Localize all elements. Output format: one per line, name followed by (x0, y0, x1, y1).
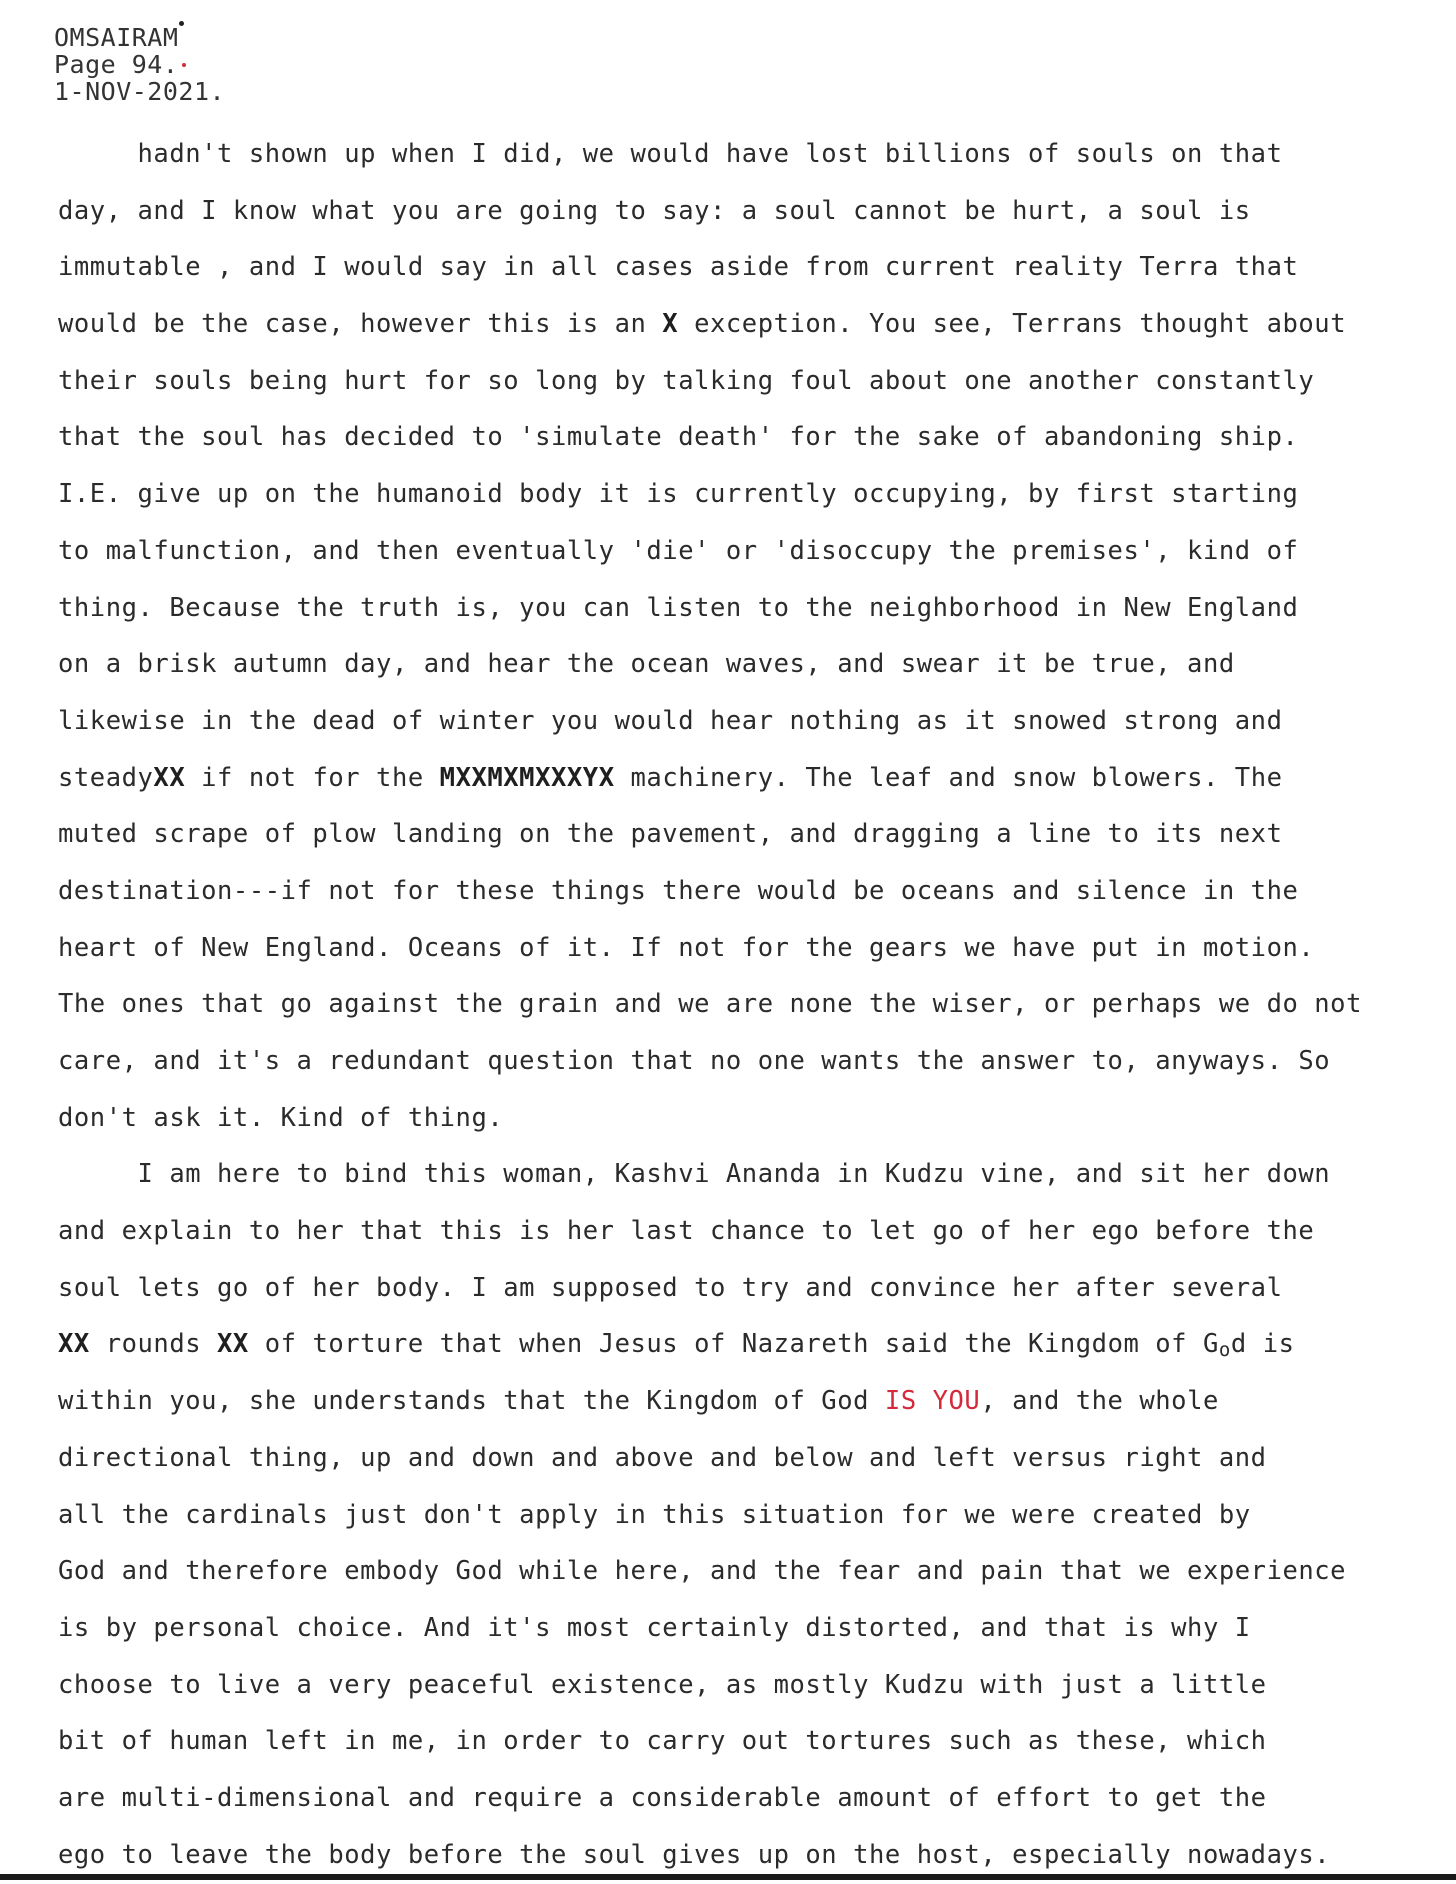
header-title: OMSAIRAM (54, 23, 179, 52)
text-line: all the cardinals just don't apply in this situation for we were created by (58, 1499, 1251, 1530)
page-bottom-edge (0, 1874, 1456, 1880)
red-ink-dot-mark (182, 63, 186, 67)
text-line: directional thing, up and down and above and below and left versus right and (58, 1442, 1267, 1473)
page-header (54, 24, 225, 105)
red-emphasis-text: IS YOU (884, 1386, 981, 1417)
text-line: The ones that go against the grain and we are none the wiser, or perhaps we do not (58, 989, 1362, 1020)
typed-body (58, 126, 1438, 1883)
text-segment: exception. You see, Terrans thought about (678, 309, 1347, 340)
text-line (58, 750, 1438, 807)
text-segment: of torture that when Jesus of Nazareth said the Kingdom of G (248, 1329, 1219, 1360)
text-line: God and therefore embody God while here, and the fear and pain that we experience (58, 1556, 1347, 1587)
text-segment: o (1218, 1339, 1231, 1362)
text-line: their souls being hurt for so long by talking foul about one another constantly (58, 365, 1315, 396)
strikeover-mark: XX (217, 1329, 249, 1360)
text-segment: if not for the (185, 762, 440, 793)
text-line (58, 1373, 1438, 1430)
header-title-line (54, 24, 225, 51)
text-line: likewise in the dead of winter you would hear nothing as it snowed strong and (58, 705, 1283, 736)
strikeover-mark: MXXMXMXXXYX (439, 762, 615, 793)
header-page-number: Page 94. (54, 50, 179, 79)
text-line: to malfunction, and then eventually 'die' or 'disoccupy the premises', kind of (58, 535, 1299, 566)
text-segment: would be the case, however this is an (58, 309, 663, 340)
text-line: thing. Because the truth is, you can listen to the neighborhood in New England (58, 592, 1299, 623)
text-segment: within you, she understands that the Kingdom of God (58, 1386, 885, 1417)
text-segment: machinery. The leaf and snow blowers. The (614, 762, 1283, 793)
header-date: 1-NOV-2021. (54, 77, 226, 106)
text-line: are multi-dimensional and require a considerable amount of effort to get the (58, 1782, 1267, 1813)
text-line: I.E. give up on the humanoid body it is currently occupying, by first starting (58, 479, 1299, 510)
text-line: choose to live a very peaceful existence, as mostly Kudzu with just a little (58, 1669, 1267, 1700)
text-line: muted scrape of plow landing on the pavement, and dragging a line to its next (58, 819, 1283, 850)
text-line: and explain to her that this is her last chance to let go of her ego before the (58, 1216, 1315, 1247)
text-line: soul lets go of her body. I am supposed to try and convince her after several (58, 1272, 1283, 1303)
text-line: hadn't shown up when I did, we would have lost billions of souls on that (58, 139, 1283, 169)
strikeover-mark: X (662, 309, 679, 340)
text-line: bit of human left in me, in order to carry out tortures such as these, which (58, 1726, 1267, 1757)
text-segment: rounds (89, 1329, 218, 1360)
text-line: is by personal choice. And it's most certainly distorted, and that is why I (58, 1612, 1251, 1643)
text-line (58, 1316, 1438, 1373)
strikeover-mark: XX (153, 762, 186, 793)
text-line: don't ask it. Kind of thing. (58, 1102, 504, 1133)
ink-dot-mark (179, 21, 184, 26)
text-line: I am here to bind this woman, Kashvi Ananda in Kudzu vine, and sit her down (58, 1159, 1331, 1190)
text-line: day, and I know what you are going to say: a soul cannot be hurt, a soul is (58, 195, 1251, 226)
text-segment: steady (58, 762, 154, 793)
strikeover-mark: XX (58, 1329, 90, 1360)
text-line: heart of New England. Oceans of it. If not for the gears we have put in motion. (58, 932, 1315, 963)
text-line: that the soul has decided to 'simulate death' for the sake of abandoning ship. (58, 422, 1299, 453)
text-segment: d is (1230, 1329, 1295, 1360)
text-line: ego to leave the body before the soul gives up on the host, especially nowadays. (58, 1839, 1331, 1870)
text-line: destination---if not for these things there would be oceans and silence in the (58, 875, 1299, 906)
text-line: immutable , and I would say in all cases aside from current reality Terra that (58, 252, 1299, 283)
text-line: on a brisk autumn day, and hear the ocean waves, and swear it be true, and (58, 649, 1235, 680)
text-segment: , and the whole (980, 1386, 1219, 1417)
text-line: care, and it's a redundant question that no one wants the answer to, anyways. So (58, 1046, 1331, 1076)
text-line (58, 296, 1438, 353)
header-page-line (54, 51, 225, 78)
